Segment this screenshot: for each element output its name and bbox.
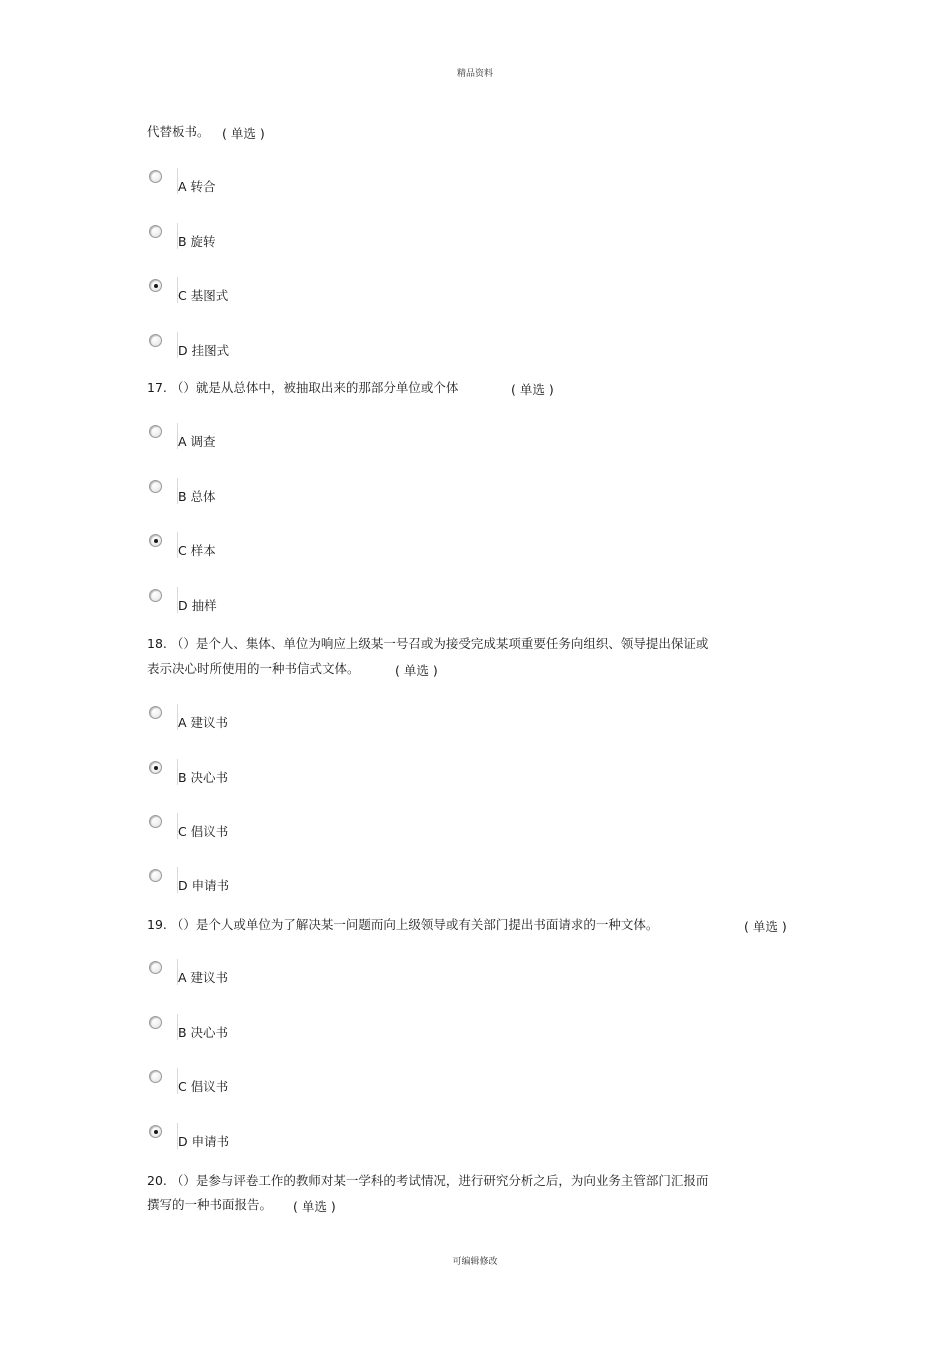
radio-button[interactable] <box>149 334 162 347</box>
question-18-text-line-1: 18. （）是个人、集体、单位为响应上级某一号召或为接受完成某项重要任务向组织、领导提出保证或 <box>147 636 709 651</box>
question-20-type-tag: ( 单选 ) <box>293 1199 336 1214</box>
radio-button[interactable] <box>149 225 162 238</box>
option-label: B 旋转 <box>178 234 216 249</box>
radio-button[interactable] <box>149 589 162 602</box>
option-label: B 总体 <box>178 489 216 504</box>
question-18-option-d[interactable] <box>147 869 347 895</box>
question-20-text-line-1: 20. （）是参与评卷工作的教师对某一学科的考试情况，进行研究分析之后，为向业务主管部门汇报而 <box>147 1173 709 1188</box>
radio-button-selected[interactable] <box>149 534 162 547</box>
option-label: D 申请书 <box>178 1134 230 1149</box>
question-16-option-c[interactable] <box>147 279 347 305</box>
question-16-option-d[interactable] <box>147 334 347 360</box>
question-18-option-a[interactable] <box>147 706 347 732</box>
option-label: A 建议书 <box>178 715 229 730</box>
option-label: D 抽样 <box>178 598 217 613</box>
option-label: C 倡议书 <box>178 1079 229 1094</box>
radio-button-selected[interactable] <box>149 279 162 292</box>
page-footer: 可编辑修改 <box>452 1257 498 1267</box>
radio-button[interactable] <box>149 815 162 828</box>
radio-button[interactable] <box>149 170 162 183</box>
question-19-option-c[interactable] <box>147 1070 347 1096</box>
question-16-text: 代替板书。 <box>147 124 210 139</box>
question-17-option-b[interactable] <box>147 480 347 506</box>
option-label: B 决心书 <box>178 1025 229 1040</box>
question-18-option-c[interactable] <box>147 815 347 841</box>
radio-button-selected[interactable] <box>149 761 162 774</box>
option-label: A 转合 <box>178 179 216 194</box>
question-17-option-d[interactable] <box>147 589 347 615</box>
question-20-text-line-2: 撰写的一种书面报告。 <box>147 1197 273 1212</box>
question-19-text: 19. （）是个人或单位为了解决某一问题而向上级领导或有关部门提出书面请求的一种文体。 <box>147 917 659 932</box>
question-19-type-tag: ( 单选 ) <box>744 919 787 934</box>
radio-button[interactable] <box>149 480 162 493</box>
option-label: B 决心书 <box>178 770 229 785</box>
option-label: C 样本 <box>178 543 216 558</box>
question-19-option-d[interactable] <box>147 1125 347 1151</box>
question-19-option-b[interactable] <box>147 1016 347 1042</box>
question-18-text-line-2: 表示决心时所使用的一种书信式文体。 <box>147 661 360 676</box>
question-18-option-b[interactable] <box>147 761 347 787</box>
question-18-type-tag: ( 单选 ) <box>395 663 438 678</box>
radio-button[interactable] <box>149 706 162 719</box>
question-19-option-a[interactable] <box>147 961 347 987</box>
page-header: 精品资料 <box>456 69 493 79</box>
question-16-option-a[interactable] <box>147 170 347 196</box>
radio-button[interactable] <box>149 869 162 882</box>
question-17-option-a[interactable] <box>147 425 347 451</box>
option-label: D 申请书 <box>178 878 230 893</box>
question-17-option-c[interactable] <box>147 534 347 560</box>
radio-button[interactable] <box>149 1016 162 1029</box>
question-16-option-b[interactable] <box>147 225 347 251</box>
radio-button[interactable] <box>149 1070 162 1083</box>
option-label: C 基图式 <box>178 288 229 303</box>
question-16-type-tag: ( 单选 ) <box>222 126 265 141</box>
question-17-type-tag: ( 单选 ) <box>511 382 554 397</box>
option-label: D 挂图式 <box>178 343 230 358</box>
option-label: A 建议书 <box>178 970 229 985</box>
radio-button[interactable] <box>149 425 162 438</box>
option-label: C 倡议书 <box>178 824 229 839</box>
question-17-text: 17. （）就是从总体中，被抽取出来的那部分单位或个体 <box>147 380 459 395</box>
option-label: A 调查 <box>178 434 216 449</box>
radio-button[interactable] <box>149 961 162 974</box>
radio-button-selected[interactable] <box>149 1125 162 1138</box>
